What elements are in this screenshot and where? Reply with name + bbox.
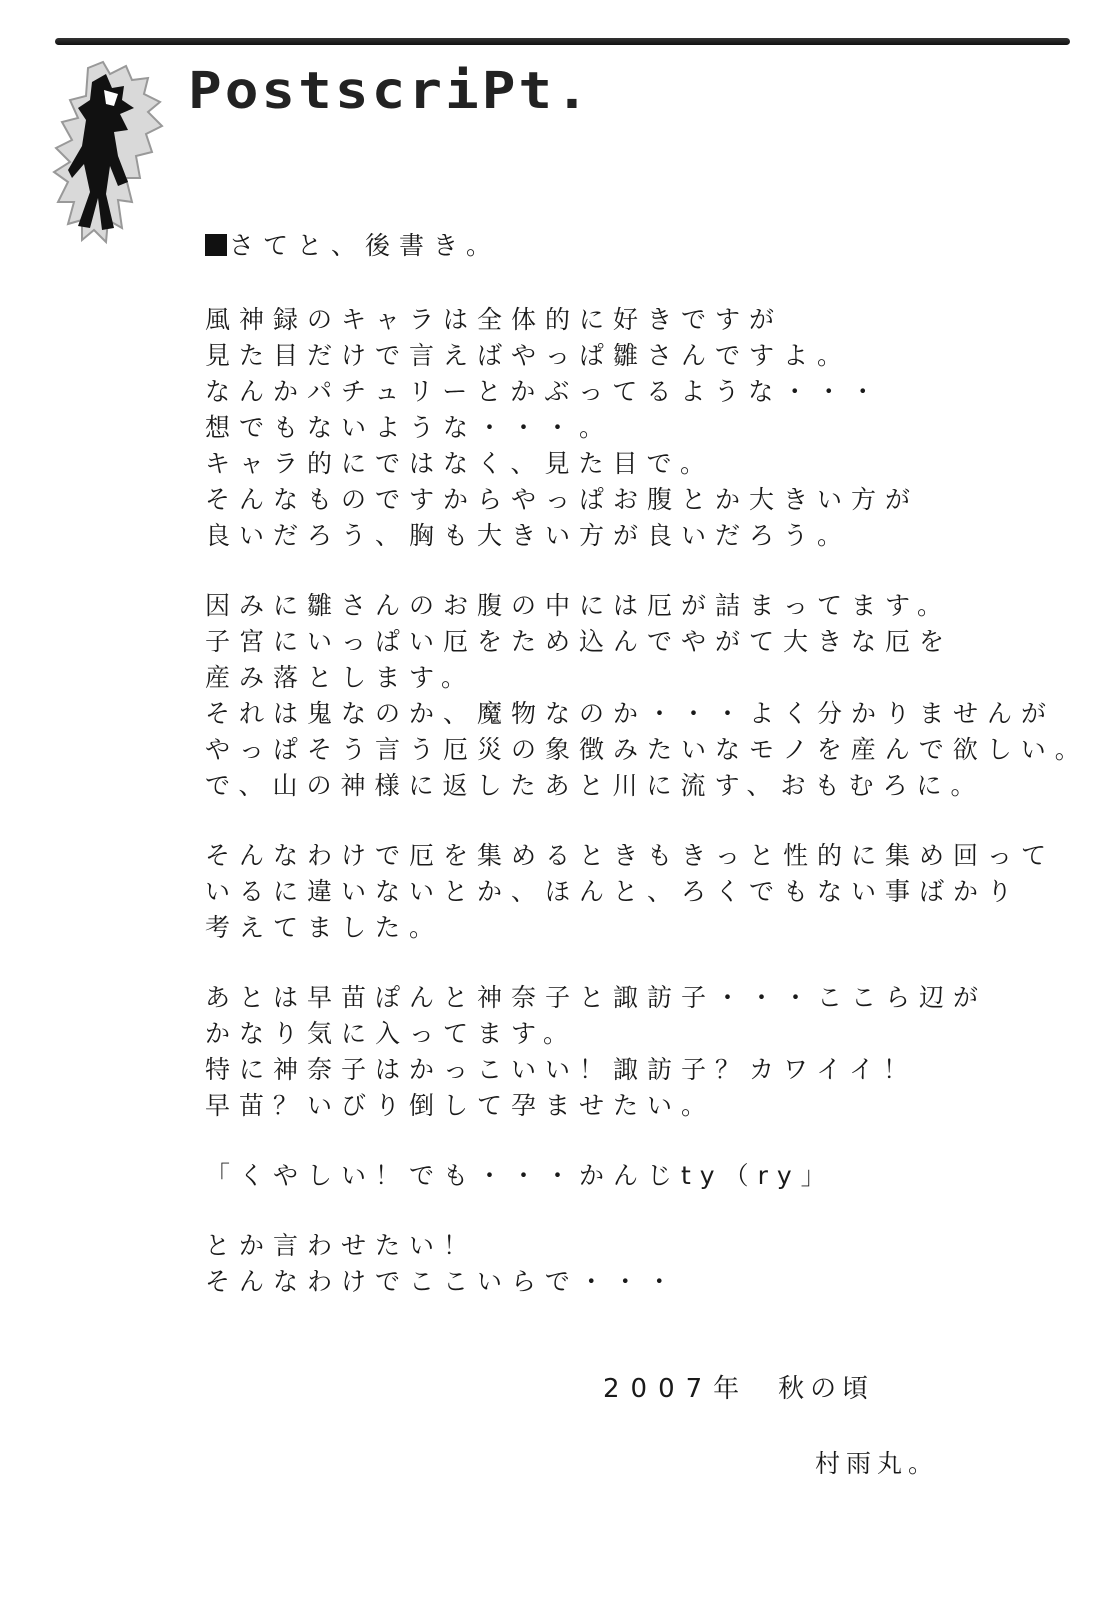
text-line: 想でもないような・・・。 bbox=[205, 413, 614, 442]
paragraph-5 bbox=[205, 1158, 1025, 1194]
text-line: とか言わせたい！ bbox=[205, 1231, 478, 1260]
page-title: PostscriPt. bbox=[188, 62, 592, 121]
paragraph-3 bbox=[205, 838, 1056, 946]
paragraph-4 bbox=[205, 980, 1025, 1124]
top-divider bbox=[55, 38, 1070, 45]
text-line: かなり気に入ってます。 bbox=[205, 1019, 578, 1048]
author-signature: 村雨丸。 bbox=[815, 1449, 940, 1478]
text-line: 風神録のキャラは全体的に好きですが bbox=[205, 305, 784, 334]
text-line: いるに違いないとか、ほんと、ろくでもない事ばかり bbox=[205, 877, 1022, 906]
text-line: なんかパチュリーとかぶってるような・・・ bbox=[205, 377, 885, 406]
text-line: そんなわけで厄を集めるときもきっと性的に集め回って bbox=[205, 841, 1056, 870]
date-year: 2007年 bbox=[603, 1374, 751, 1404]
paragraph-6 bbox=[205, 1228, 1025, 1300]
character-silhouette-emblem bbox=[48, 60, 173, 245]
postscript-body bbox=[205, 228, 1089, 1334]
text-line: やっぱそう言う厄災の象徴みたいなモノを産んで欲しい。 bbox=[205, 735, 1089, 764]
text-line: 産み落とします。 bbox=[205, 663, 476, 692]
intro-paragraph bbox=[205, 228, 1025, 264]
text-line: で、山の神様に返したあと川に流す、おもむろに。 bbox=[205, 771, 985, 800]
text-line: 見た目だけで言えばやっぱ雛さんですよ。 bbox=[205, 341, 852, 370]
text-line: それは鬼なのか、魔物なのか・・・よく分かりませんが bbox=[205, 699, 1056, 728]
text-line: キャラ的にではなく、見た目で。 bbox=[205, 449, 715, 478]
paragraph-1 bbox=[205, 302, 1025, 554]
text-line: 子宮にいっぱい厄をため込んでやがて大きな厄を bbox=[205, 627, 954, 656]
text-line: 考えてました。 bbox=[205, 913, 444, 942]
text-line: 因みに雛さんのお腹の中には厄が詰まってます。 bbox=[205, 591, 952, 620]
black-square-icon bbox=[205, 234, 227, 256]
text-line: 早苗？いびり倒して孕ませたい。 bbox=[205, 1091, 716, 1120]
date-line bbox=[603, 1368, 874, 1405]
text-line: 「くやしい！でも・・・かんじty（ry」 bbox=[205, 1161, 835, 1190]
text-line: そんなものですからやっぱお腹とか大きい方が bbox=[205, 485, 920, 514]
intro-line: さてと、後書き。 bbox=[229, 231, 501, 260]
text-line: 特に神奈子はかっこいい！諏訪子？カワイイ！ bbox=[205, 1055, 918, 1084]
text-line: そんなわけでここいらで・・・ bbox=[205, 1267, 681, 1296]
date-season: 秋の頃 bbox=[778, 1374, 875, 1404]
text-line: あとは早苗ぽんと神奈子と諏訪子・・・ここら辺が bbox=[205, 983, 988, 1012]
paragraph-2 bbox=[205, 588, 1089, 804]
text-line: 良いだろう、胸も大きい方が良いだろう。 bbox=[205, 521, 852, 550]
